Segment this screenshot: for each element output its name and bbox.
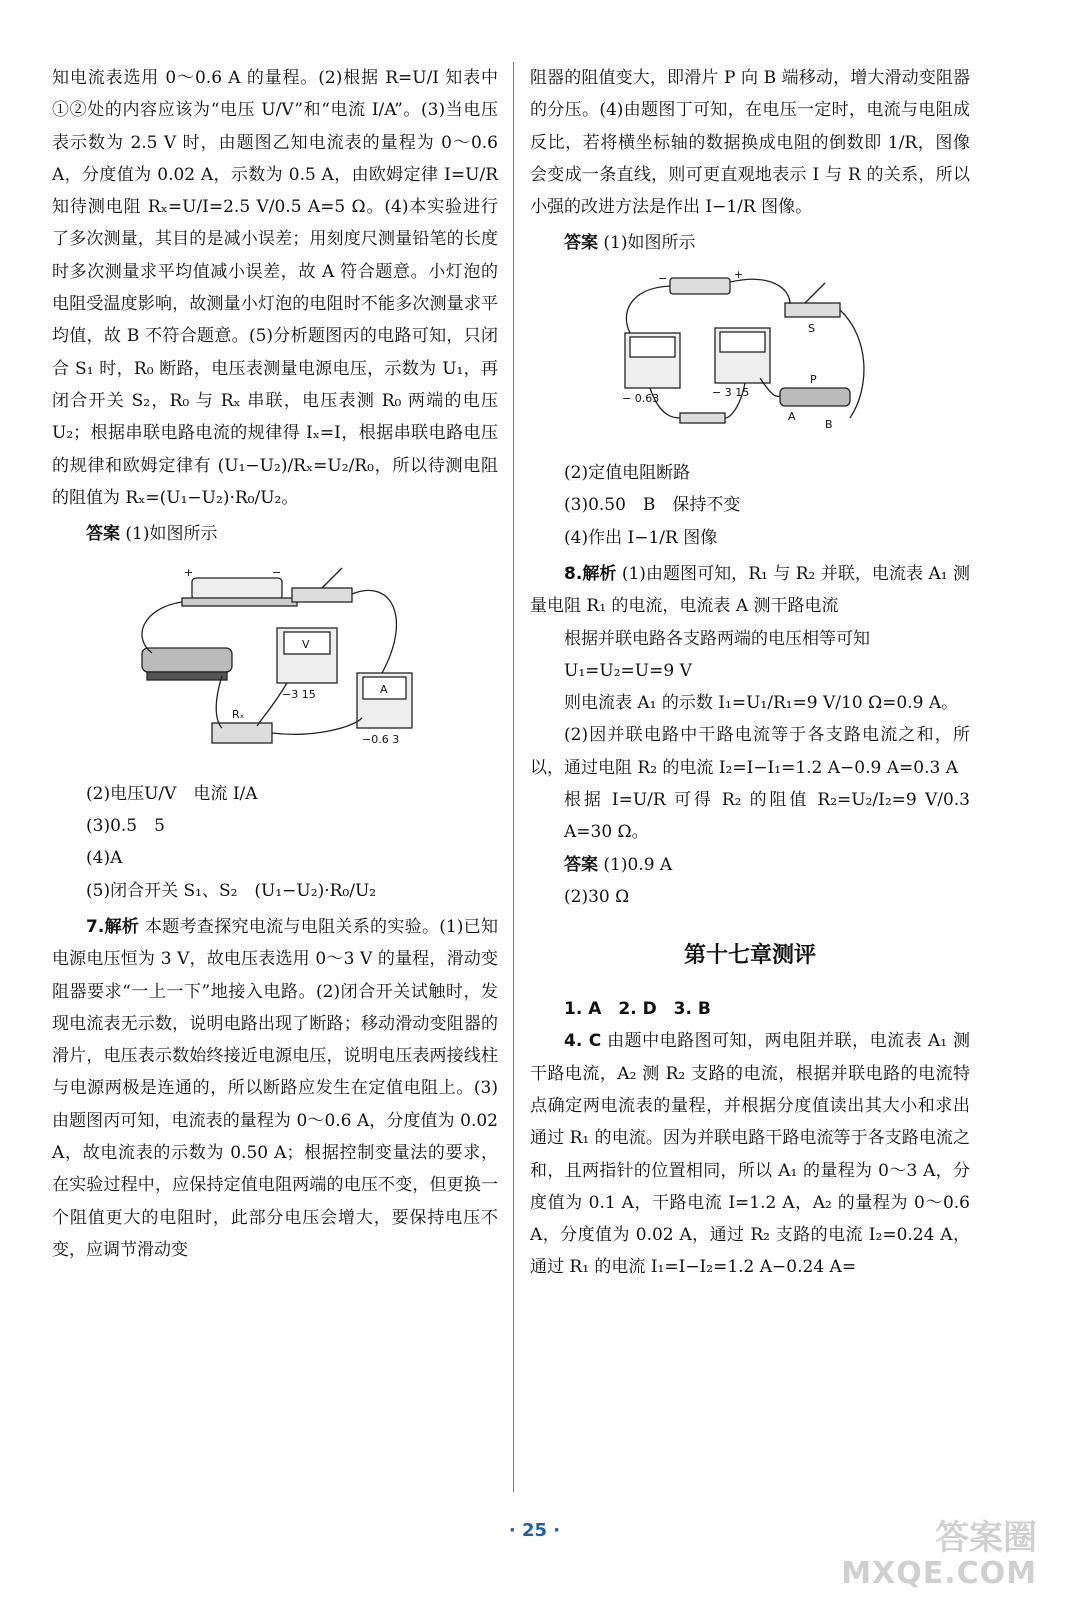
answer-1: (1)如图所示: [125, 524, 218, 545]
question-7-label: 7.解析: [86, 916, 140, 937]
multiple-choice-answers: 1. A 2. D 3. B: [564, 999, 711, 1020]
answer-1: (1)如图所示: [603, 233, 696, 254]
ammeter-scale-label-2: − 0.63: [622, 391, 660, 405]
question-8-answer-2: (2)30 Ω: [564, 886, 630, 907]
ammeter-label: A: [380, 683, 388, 697]
answer-3: (3)0.5 5: [86, 816, 165, 837]
solution-paragraph: 知电流表选用 0～0.6 A 的量程。(2)根据 R=U/I 知表中①②处的内容应该为“电压 U/V”和“电流 I/A”。(3)当电压表示数为 2.5 V 时，由题图乙知电流表的量程为 0～0.6 A，分度值为 0.02 A，示数为 0.5 A，由欧姆定律 I=U/R 知待测电阻 Rₓ=U/I=2.5 V/0.5 A=5 Ω。(4)本实验进行了多次测量，其目的是减小误差；用刻度尺测量铅笔的长度时多次测量求平均值减小误差，故 A 符合题意。小灯泡的电阻受温度影响，故测量小灯泡的电阻时不能多次测量求平均值，故 B 不符合题意。(5)分析题图丙的电路可知，只闭合 S₁ 时，R₀ 断路，电压表测量电源电压，示数为 U₁，再闭合开关 S₂，R₀ 与 Rₓ 串联，电压表测 R₀ 两端的电压 U₂；根据串联电路电流的规律得 Iₓ=I，根据串联电路电压的规律和欧姆定律有 (U₁−U₂)/Rₓ=U₂/R₀，所以待测电阻的阻值为 Rₓ=(U₁−U₂)·R₀/U₂。: [52, 68, 498, 508]
terminal-b-label: B: [825, 417, 833, 431]
question-8: [530, 558, 970, 623]
question-8-part-6: 根据 I=U/R 可得 R₂ 的阻值 R₂=U₂/I₂=9 V/0.3 A=30 Ω。: [564, 790, 970, 843]
question-8-label: 8.解析: [564, 563, 617, 584]
ammeter-scale-label: −0.6 3: [362, 733, 400, 747]
battery-minus-label-2: −: [658, 271, 668, 285]
slider-p-label: P: [810, 372, 817, 386]
question-8-part-3: U₁=U₂=U=9 V: [564, 660, 692, 681]
question-7-text: 本题考查探究电流与电阻关系的实验。(1)已知电源电压恒为 3 V，故电压表选用 0～3 V 的量程，滑动变阻器要求“一上一下”地接入电路。(2)闭合开关试触时，发现电流表无示数，说明电路出现了断路；移动滑动变阻器的滑片，电压表示数始终接近电源电压，说明电压表两接线柱与电源两极是连通的，所以断路应发生在定值电阻上。(3)由题图丙可知，电流表的量程为 0～0.6 A，分度值为 0.02 A，故电流表的示数为 0.50 A；根据控制变量法的要求，在实验过程中，应保持定值电阻两端的电压不变，但更换一个阻值更大的电阻时，此部分电压会增大，要保持电压不变，应调节滑动变: [52, 916, 498, 1260]
answer-2: (2)定值电阻断路: [564, 463, 691, 484]
question-8-part-4: 则电流表 A₁ 的示数 I₁=U₁/R₁=9 V/10 Ω=0.9 A。: [564, 693, 959, 714]
question-4: [530, 1025, 970, 1283]
battery-plus-label: +: [184, 566, 194, 580]
circuit-diagram-2: [620, 268, 870, 438]
battery-plus-label-2: +: [734, 267, 744, 281]
circuit-figure-left: [52, 558, 498, 769]
question-8-part-5: (2)因并联电路中干路电流等于各支路电流之和，所以，通过电阻 R₂ 的电流 I₂=I−I₁=1.2 A−0.9 A=0.3 A: [530, 725, 970, 778]
left-column: [52, 62, 498, 1266]
question-7: [52, 911, 498, 1266]
circuit-figure-right: [530, 268, 970, 449]
watermark-logo: [841, 1520, 1037, 1590]
answer-2: (2)电压U/V 电流 I/A: [86, 783, 258, 804]
switch-s-label: S: [808, 321, 815, 335]
answer-line: [52, 518, 498, 550]
question-8-part-1: (1)由题图可知，R₁ 与 R₂ 并联，电流表 A₁ 测量电阻 R₁ 的电流，电流表 A 测干路电流: [530, 563, 971, 617]
answer-label: 答案: [564, 854, 598, 875]
battery-minus-label: −: [272, 566, 282, 580]
voltmeter-scale-label-2: − 3 15: [712, 385, 750, 399]
question-4-label: 4. C: [564, 1031, 602, 1052]
question-8-answer: [530, 849, 970, 881]
terminal-a-label: A: [788, 409, 796, 423]
answer-5: (5)闭合开关 S₁、S₂ (U₁−U₂)·R₀/U₂: [86, 880, 377, 901]
resistor-rx-label: Rₓ: [232, 708, 245, 722]
voltmeter-scale-label: −3 15: [282, 688, 316, 702]
chapter-title: 第十七章测评: [683, 943, 816, 969]
circuit-diagram: [122, 558, 462, 758]
page-number: · 25 ·: [508, 1520, 561, 1541]
right-column: [530, 62, 970, 1284]
solution-paragraph-continued: 阻器的阻值变大，即滑片 P 向 B 端移动，增大滑动变阻器的分压。(4)由题图丁可知，在电压一定时，电流与电阻成反比，若将横坐标轴的数据换成电阻的倒数即 1/R，图像会变成一条直线，则可更直观地表示 I 与 R 的关系，所以小强的改进方法是作出 I−1/R 图像。: [530, 68, 970, 218]
question-4-text: 由题中电路图可知，两电阻并联，电流表 A₁ 测干路电流，A₂ 测 R₂ 支路的电流，根据并联电路的电流特点确定两电流表的量程，并根据分度值读出其大小和求出通过 R₁ 的电流。因为并联电路干路电流等于各支路电流之和，且两指针的位置相同，所以 A₁ 的量程为 0～3 A，分度值为 0.1 A，干路电流 I=1.2 A，A₂ 的量程为 0～0.6 A，分度值为 0.02 A，通过 R₂ 支路的电流 I₂=0.24 A，通过 R₁ 的电流 I₁=I−I₂=1.2 A−0.24 A=: [530, 1031, 970, 1278]
watermark-top: 答案圈: [935, 1518, 1037, 1558]
answer-label: 答案: [86, 524, 120, 545]
column-divider: [513, 62, 514, 1492]
watermark-bottom: MXQE.COM: [841, 1556, 1037, 1592]
answer-4: (4)A: [86, 848, 123, 869]
answer-label: 答案: [564, 233, 598, 254]
answer-line: [530, 227, 970, 259]
question-8-answer-1: (1)0.9 A: [603, 854, 673, 875]
answer-3: (3)0.50 B 保持不变: [564, 495, 741, 516]
question-8-part-2: 根据并联电路各支路两端的电压相等可知: [564, 628, 870, 649]
voltmeter-label: V: [302, 638, 310, 652]
answer-4: (4)作出 I−1/R 图像: [564, 527, 718, 548]
